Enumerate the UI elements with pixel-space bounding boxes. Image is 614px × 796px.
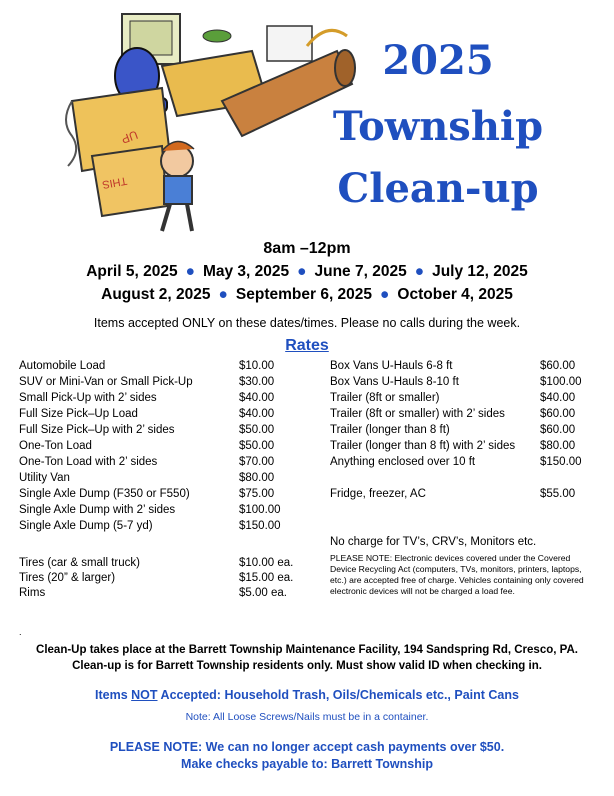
rate-item: Single Axle Dump (F350 or F550) (19, 488, 190, 500)
rate-price: $100.00 (239, 504, 281, 516)
rate-item: Full Size Pick–Up with 2’ sides (19, 424, 175, 436)
dates-line-2 (0, 286, 614, 304)
tire-price: $15.00 ea. (239, 572, 294, 584)
tire-item: Rims (19, 587, 46, 599)
rate-item: Anything enclosed over 10 ft (330, 456, 476, 468)
date: May 3, 2025 (202, 263, 290, 280)
bullet-icon: ● (414, 263, 425, 280)
bullet-icon: ● (380, 286, 390, 303)
electronics-note: PLEASE NOTE: Electronic devices covered under the Covered Device Recycling Act (computers, TVs, monitors, printers, laptops, etc.) are accepted free of charge. Vehicles containing only covered electronic devices will not be charged a load fee. (330, 553, 584, 596)
rate-item: Automobile Load (19, 360, 106, 372)
rate-item: Single Axle Dump with 2’ sides (19, 504, 176, 516)
rate-price: $30.00 (239, 376, 275, 388)
date: June 7, 2025 (314, 263, 407, 280)
rate-price: $40.00 (540, 392, 576, 404)
rate-price: $150.00 (540, 456, 582, 468)
rate-price: $40.00 (239, 392, 275, 404)
junk-pile-illustration (52, 6, 362, 234)
cash-note: PLEASE NOTE: We can no longer accept cash payments over $50. (109, 740, 505, 754)
rate-price: $100.00 (540, 376, 582, 388)
date: September 6, 2025 (235, 286, 373, 303)
not-accepted-list: Accepted: Household Trash, Oils/Chemicals etc., Paint Cans (157, 688, 519, 702)
rate-price: $50.00 (239, 424, 275, 436)
rate-item: One-Ton Load (19, 440, 92, 452)
title-cleanup: Clean-up (337, 165, 539, 212)
not-accepted-note (0, 688, 614, 702)
bullet-icon: ● (185, 263, 195, 280)
accepted-note: Items accepted ONLY on these dates/times. Please no calls during the week. (93, 316, 521, 330)
appliance-item: Fridge, freezer, AC (330, 488, 426, 500)
rate-item: Box Vans U-Hauls 6-8 ft (330, 360, 453, 372)
svg-text:THIS: THIS (101, 174, 128, 191)
title-year: 2025 (382, 37, 494, 84)
tire-price: $5.00 ea. (239, 587, 287, 599)
residents-note: Clean-up is for Barrett Township residents only. Must show valid ID when checking in. (72, 660, 542, 672)
no-charge-note: No charge for TV’s, CRV’s, Monitors etc. (330, 536, 537, 548)
rate-item: Small Pick-Up with 2’ sides (19, 392, 157, 404)
checks-note: Make checks payable to: Barrett Township (181, 757, 433, 771)
rate-price: $50.00 (239, 440, 275, 452)
rate-item: Trailer (8ft or smaller) (330, 392, 440, 404)
not-accepted-emphasis: NOT (131, 688, 158, 702)
tire-item: Tires (20” & larger) (19, 572, 116, 584)
location-note: Clean-Up takes place at the Barrett Township Maintenance Facility, 194 Sandspring Rd, Cresco, PA. (36, 644, 578, 656)
rate-price: $60.00 (540, 424, 576, 436)
rate-item: One-Ton Load with 2’ sides (19, 456, 158, 468)
rate-item: Box Vans U-Hauls 8-10 ft (330, 376, 459, 388)
tire-item: Tires (car & small truck) (19, 557, 140, 569)
title-township: Township (332, 103, 544, 150)
rate-price: $60.00 (540, 408, 576, 420)
rate-item: Trailer (longer than 8 ft) (330, 424, 450, 436)
rate-price: $75.00 (239, 488, 275, 500)
rate-price: $70.00 (239, 456, 275, 468)
rates-heading: Rates (285, 337, 329, 354)
not-accepted-prefix: Items (95, 688, 132, 702)
rate-item: Utility Van (19, 472, 70, 484)
date: April 5, 2025 (86, 263, 178, 280)
date: July 12, 2025 (432, 263, 528, 280)
rate-price: $80.00 (540, 440, 576, 452)
appliance-price: $55.00 (540, 488, 576, 500)
rate-item: Trailer (longer than 8 ft) with 2’ sides (330, 440, 516, 452)
rate-price: $60.00 (540, 360, 576, 372)
screws-note: Note: All Loose Screws/Nails must be in a container. (185, 711, 429, 723)
date: October 4, 2025 (397, 286, 513, 303)
rate-price: $80.00 (239, 472, 275, 484)
rate-item: Full Size Pick–Up Load (19, 408, 138, 420)
rate-price: $150.00 (239, 520, 281, 532)
event-hours: 8am –12pm (263, 240, 351, 257)
stray-dot: . (19, 627, 22, 637)
rate-item: Single Axle Dump (5-7 yd) (19, 520, 153, 532)
date: August 2, 2025 (101, 286, 211, 303)
tire-price: $10.00 ea. (239, 557, 294, 569)
dates-line-1 (0, 263, 614, 281)
svg-text:UP: UP (119, 127, 140, 147)
bullet-icon: ● (297, 263, 307, 280)
rate-item: SUV or Mini-Van or Small Pick-Up (19, 376, 193, 388)
rate-price: $10.00 (239, 360, 275, 372)
rate-price: $40.00 (239, 408, 275, 420)
rate-item: Trailer (8ft or smaller) with 2’ sides (330, 408, 505, 420)
bullet-icon: ● (218, 286, 228, 303)
